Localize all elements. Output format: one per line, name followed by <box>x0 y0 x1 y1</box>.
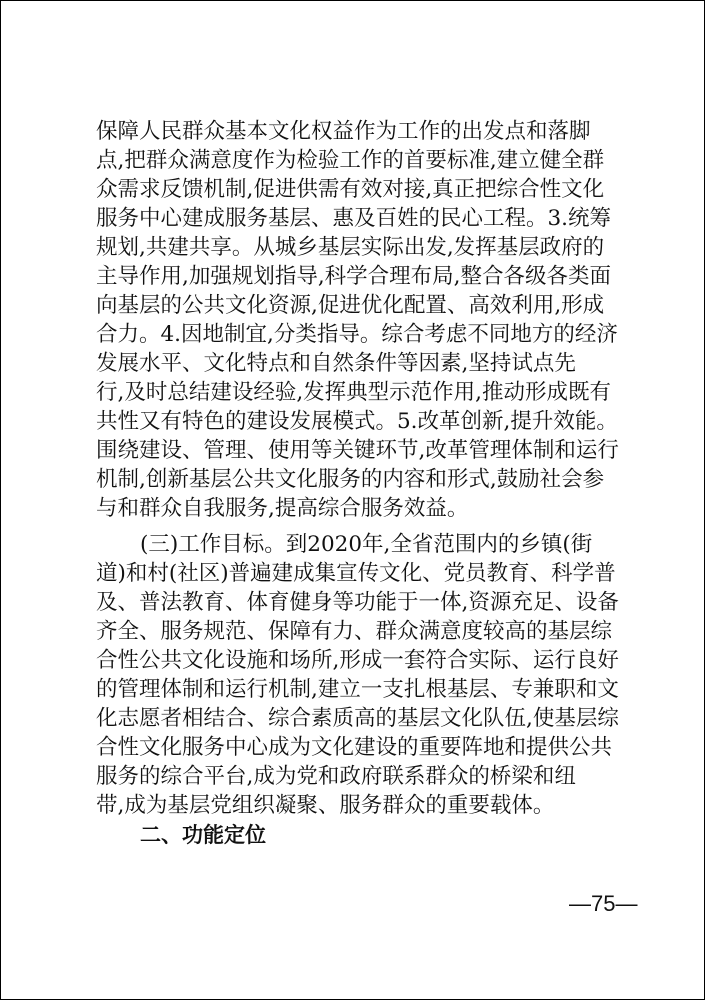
body-text-line: 发展水平、文化特点和自然条件等因素,坚持试点先 <box>96 351 576 376</box>
body-text-line: 合力。4.因地制宜,分类指导。综合考虑不同地方的经济 <box>96 322 618 347</box>
body-text-line: 服务中心建成服务基层、惠及百姓的民心工程。3.统筹 <box>96 206 612 231</box>
body-text-line: 合性公共文化设施和场所,形成一套符合实际、运行良好 <box>96 648 619 673</box>
body-text-line: 齐全、服务规范、保障有力、群众满意度较高的基层综 <box>96 619 613 644</box>
body-text-line: 向基层的公共文化资源,促进优化配置、高效利用,形成 <box>96 293 605 318</box>
body-text-line: 化志愿者相结合、综合素质高的基层文化队伍,使基层综 <box>96 706 619 731</box>
body-text-line: 机制,创新基层公共文化服务的内容和形式,鼓励社会参 <box>96 467 605 492</box>
page-number: —75— <box>569 891 638 916</box>
body-text-line: 保障人民群众基本文化权益作为工作的出发点和落脚 <box>96 119 591 144</box>
body-text-line: 规划,共建共享。从城乡基层实际出发,发挥基层政府的 <box>96 235 605 260</box>
body-text-line: 合性文化服务中心成为文化建设的重要阵地和提供公共 <box>96 735 613 760</box>
body-text-line: 共性又有特色的建设发展模式。5.改革创新,提升效能。 <box>96 409 618 434</box>
paragraph-start-line: (三)工作目标。到2020年,全省范围内的乡镇(街 <box>140 532 593 557</box>
body-text-line: 围绕建设、管理、使用等关键环节,改革管理体制和运行 <box>96 438 619 463</box>
body-text-line: 与和群众自我服务,提高综合服务效益。 <box>96 496 469 521</box>
body-text-line: 及、普法教育、体育健身等功能于一体,资源充足、设备 <box>96 590 619 615</box>
body-text-line: 带,成为基层党组织凝聚、服务群众的重要载体。 <box>96 793 555 818</box>
body-text-line: 的管理体制和运行机制,建立一支扎根基层、专兼职和文 <box>96 677 619 702</box>
body-text-line: 点,把群众满意度作为检验工作的首要标准,建立健全群 <box>96 148 605 173</box>
body-text-line: 服务的综合平台,成为党和政府联系群众的桥梁和纽 <box>96 764 576 789</box>
body-text-line: 主导作用,加强规划指导,科学合理布局,整合各级各类面 <box>96 264 612 289</box>
body-text-line: 众需求反馈机制,促进供需有效对接,真正把综合性文化 <box>96 177 605 202</box>
body-text-line: 道)和村(社区)普遍建成集宣传文化、党员教育、科学普 <box>96 561 616 586</box>
section-heading: 二、功能定位 <box>140 823 266 847</box>
body-text-line: 行,及时总结建设经验,发挥典型示范作用,推动形成既有 <box>96 380 612 405</box>
